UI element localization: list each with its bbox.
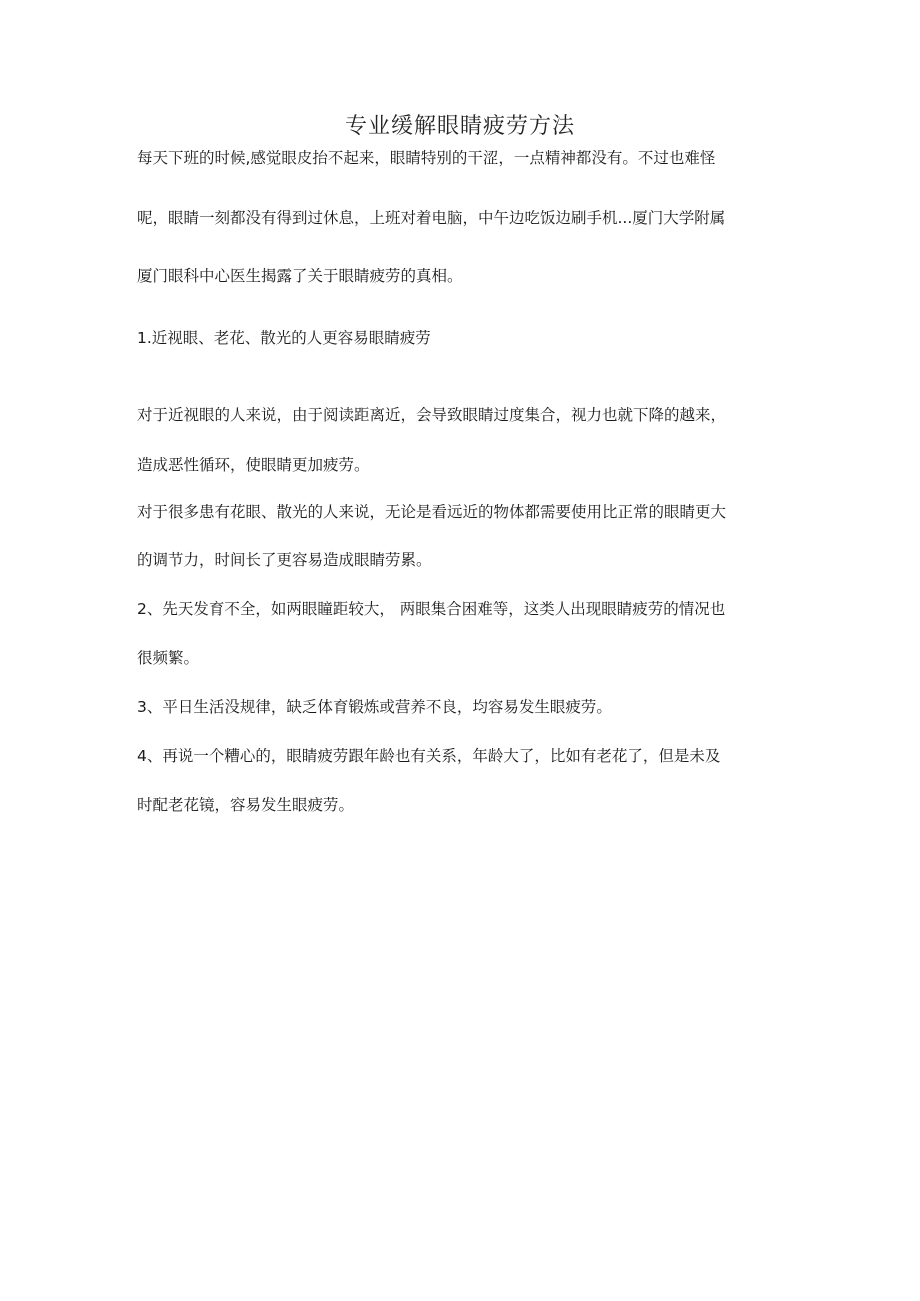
paragraph-line: 的调节力，时间长了更容易造成眼睛劳累。 [137,551,432,569]
list-item: 2、先天发育不全，如两眼瞳距较大， 两眼集合困难等，这类人出现眼睛疲劳的情况也 [137,600,726,618]
paragraph-line: 对于近视眼的人来说，由于阅读距离近，会导致眼睛过度集合，视力也就下降的越来， [137,406,727,424]
section-heading: 1.近视眼、老花、散光的人更容易眼睛疲劳 [137,329,431,347]
document-title: 专业缓解眼睛疲劳方法 [344,114,575,139]
list-item-continuation: 很频繁。 [137,649,200,667]
paragraph-line: 造成恶性循环，使眼睛更加疲劳。 [137,456,370,474]
list-item: 3、平日生活没规律，缺乏体育锻炼或营养不良，均容易发生眼疲劳。 [137,698,612,716]
paragraph-line: 对于很多患有花眼、散光的人来说，无论是看远近的物体都需要使用比正常的眼睛更大 [137,503,727,521]
list-item: 4、再说一个糟心的，眼睛疲劳跟年龄也有关系，年龄大了，比如有老花了，但是未及 [137,747,721,765]
paragraph-line: 每天下班的时候,感觉眼皮抬不起来，眼睛特别的干涩，一点精神都没有。不过也难怪 [137,149,716,167]
paragraph-line: 呢，眼睛一刻都没有得到过休息，上班对着电脑，中午边吃饭边刷手机...厦门大学附属 [137,209,726,227]
list-item-continuation: 时配老花镜，容易发生眼疲劳。 [137,796,355,814]
paragraph-line: 厦门眼科中心医生揭露了关于眼睛疲劳的真相。 [137,267,463,285]
